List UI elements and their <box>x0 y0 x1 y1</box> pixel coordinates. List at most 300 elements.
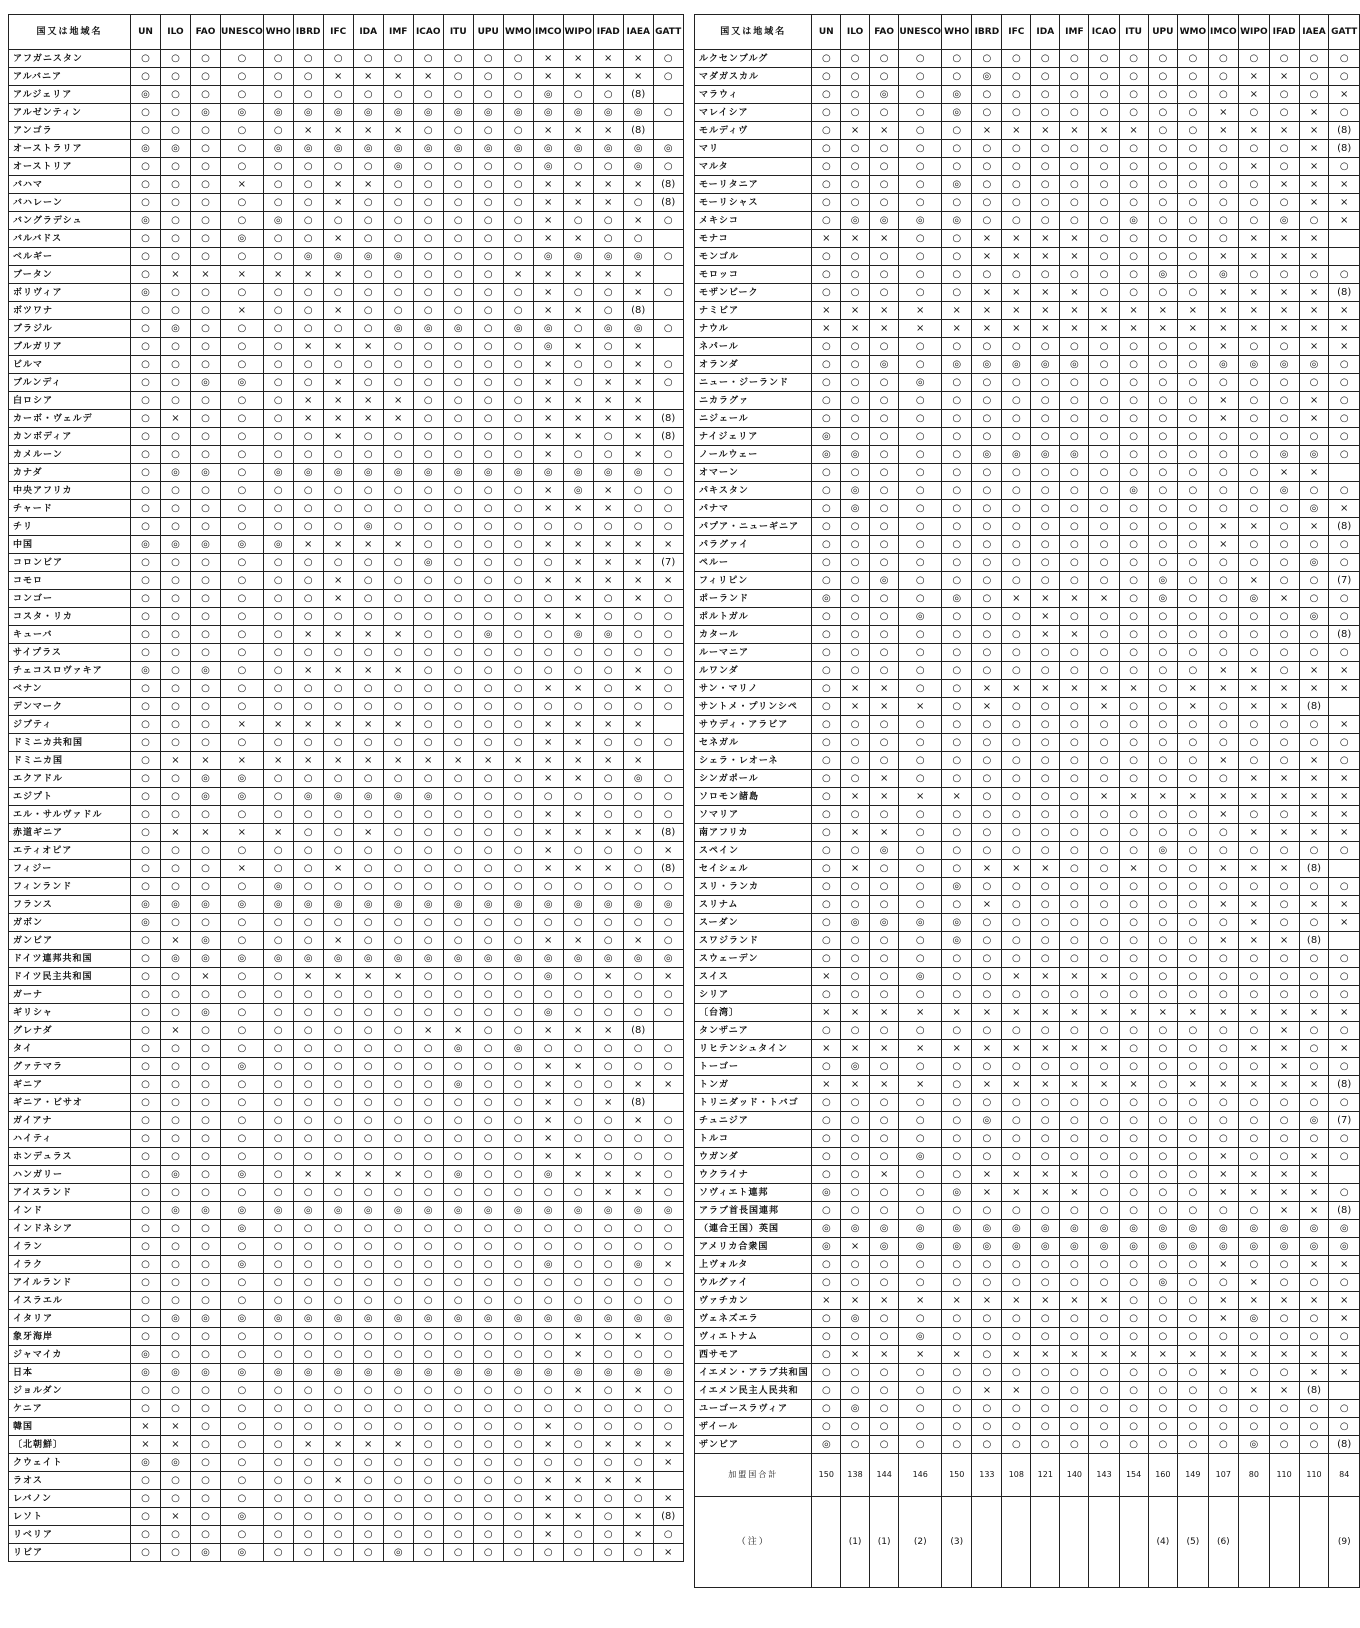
membership-mark: ○ <box>161 212 191 230</box>
membership-mark: ○ <box>1178 1418 1208 1436</box>
membership-mark: ○ <box>353 1544 383 1562</box>
membership-mark: ○ <box>191 914 221 932</box>
membership-mark: ○ <box>323 1256 353 1274</box>
membership-mark: ○ <box>503 338 533 356</box>
membership-mark: ○ <box>443 572 473 590</box>
table-row <box>9 1508 684 1526</box>
membership-mark: ○ <box>131 248 161 266</box>
table-row <box>695 734 1360 752</box>
membership-mark: ○ <box>1148 1148 1178 1166</box>
country-name: パラグァイ <box>695 536 812 554</box>
membership-mark: ◎ <box>191 536 221 554</box>
membership-mark: × <box>1208 284 1238 302</box>
membership-mark: × <box>293 1166 323 1184</box>
membership-mark: × <box>563 302 593 320</box>
country-name: 〔北朝鮮〕 <box>9 1436 131 1454</box>
membership-mark: ○ <box>1208 1436 1238 1454</box>
membership-mark: ◎ <box>221 896 264 914</box>
membership-mark: × <box>899 1040 942 1058</box>
membership-mark: ○ <box>1119 1058 1148 1076</box>
membership-mark: ○ <box>869 1130 898 1148</box>
membership-mark: ○ <box>1060 1022 1089 1040</box>
membership-mark: ○ <box>1089 878 1119 896</box>
membership-mark: × <box>563 1166 593 1184</box>
membership-mark: ○ <box>593 914 623 932</box>
membership-mark <box>653 230 683 248</box>
org-header-itu: ITU <box>443 15 473 50</box>
membership-mark: ○ <box>1178 266 1208 284</box>
membership-mark: ○ <box>1239 194 1270 212</box>
membership-mark: × <box>1002 1382 1031 1400</box>
country-name: シェラ・レオーネ <box>695 752 812 770</box>
membership-mark: ○ <box>353 194 383 212</box>
membership-mark: ◎ <box>263 1310 293 1328</box>
membership-mark: ○ <box>942 428 972 446</box>
membership-mark: ◎ <box>353 1364 383 1382</box>
org-header-icao: ICAO <box>413 15 443 50</box>
membership-mark: ○ <box>1178 410 1208 428</box>
membership-mark: ○ <box>899 1058 942 1076</box>
membership-mark: ○ <box>443 1238 473 1256</box>
membership-mark: ○ <box>1089 896 1119 914</box>
membership-mark: ○ <box>323 1076 353 1094</box>
membership-mark: ○ <box>593 356 623 374</box>
membership-mark: ○ <box>1178 1256 1208 1274</box>
membership-mark: ○ <box>383 878 413 896</box>
membership-mark: ○ <box>1119 1094 1148 1112</box>
membership-mark: ◎ <box>221 1310 264 1328</box>
membership-mark <box>653 302 683 320</box>
membership-mark: × <box>323 266 353 284</box>
membership-mark: ◎ <box>131 1364 161 1382</box>
membership-mark: ○ <box>563 1004 593 1022</box>
membership-mark: ◎ <box>131 212 161 230</box>
note-reference: (2) <box>899 1497 942 1588</box>
membership-mark: ○ <box>841 554 870 572</box>
membership-mark: ○ <box>1089 572 1119 590</box>
membership-mark: ○ <box>1178 1202 1208 1220</box>
membership-mark: ○ <box>161 1472 191 1490</box>
membership-mark: ○ <box>533 1400 563 1418</box>
org-header-wmo: WMO <box>503 15 533 50</box>
membership-mark: ○ <box>899 230 942 248</box>
membership-mark: ○ <box>1089 464 1119 482</box>
membership-mark: ○ <box>869 716 898 734</box>
membership-mark: × <box>1060 1292 1089 1310</box>
membership-mark: ○ <box>533 698 563 716</box>
membership-mark: ○ <box>1239 950 1270 968</box>
membership-mark: ○ <box>263 1004 293 1022</box>
membership-mark: ○ <box>131 1292 161 1310</box>
membership-mark: ○ <box>353 932 383 950</box>
country-name: 白ロシア <box>9 392 131 410</box>
membership-mark: ○ <box>161 248 191 266</box>
membership-mark: × <box>323 716 353 734</box>
membership-mark: ○ <box>293 320 323 338</box>
membership-mark: ○ <box>593 986 623 1004</box>
membership-mark: × <box>841 1292 870 1310</box>
membership-mark: ○ <box>503 284 533 302</box>
membership-mark: ○ <box>1060 1400 1089 1418</box>
membership-mark: ○ <box>1148 698 1178 716</box>
table-row <box>9 104 684 122</box>
member-count: 138 <box>841 1454 870 1497</box>
membership-mark: ◎ <box>383 248 413 266</box>
country-name: ナミビア <box>695 302 812 320</box>
membership-mark: (8) <box>623 122 653 140</box>
membership-mark: ◎ <box>191 788 221 806</box>
membership-mark: × <box>899 698 942 716</box>
membership-mark: × <box>623 212 653 230</box>
membership-mark: ○ <box>443 1526 473 1544</box>
membership-mark: × <box>1299 1148 1329 1166</box>
membership-mark: × <box>1329 1346 1360 1364</box>
membership-mark: ○ <box>1119 896 1148 914</box>
membership-mark: × <box>293 716 323 734</box>
membership-mark: ○ <box>1002 734 1031 752</box>
membership-mark: ○ <box>131 608 161 626</box>
membership-mark: ○ <box>191 248 221 266</box>
membership-mark: ○ <box>972 1202 1002 1220</box>
membership-mark: ◎ <box>1299 500 1329 518</box>
membership-mark: ○ <box>1002 50 1031 68</box>
membership-mark: ○ <box>383 212 413 230</box>
membership-mark: × <box>1299 752 1329 770</box>
membership-mark: × <box>1239 1292 1270 1310</box>
membership-mark: ○ <box>1002 374 1031 392</box>
membership-mark: ◎ <box>563 104 593 122</box>
membership-mark: ○ <box>1060 1310 1089 1328</box>
membership-mark: ○ <box>899 392 942 410</box>
membership-mark: × <box>1269 1022 1299 1040</box>
membership-mark: ○ <box>473 1382 503 1400</box>
membership-mark: ○ <box>899 644 942 662</box>
membership-mark: ○ <box>812 1310 841 1328</box>
membership-mark: ○ <box>221 1418 264 1436</box>
membership-mark: ○ <box>191 1490 221 1508</box>
membership-mark: × <box>593 266 623 284</box>
membership-mark: ○ <box>1089 50 1119 68</box>
table-row <box>9 86 684 104</box>
membership-mark: ◎ <box>131 662 161 680</box>
membership-mark: ○ <box>563 86 593 104</box>
table-row <box>9 608 684 626</box>
membership-mark: ○ <box>473 374 503 392</box>
membership-mark: ○ <box>443 86 473 104</box>
membership-mark: × <box>533 1022 563 1040</box>
membership-mark: ○ <box>623 734 653 752</box>
membership-mark: ○ <box>942 662 972 680</box>
membership-mark: ○ <box>221 1346 264 1364</box>
membership-mark: ○ <box>1060 176 1089 194</box>
membership-mark: ○ <box>1269 140 1299 158</box>
membership-mark: ○ <box>593 662 623 680</box>
membership-mark: ○ <box>443 1436 473 1454</box>
membership-mark: ○ <box>413 680 443 698</box>
membership-mark: ○ <box>191 482 221 500</box>
table-row <box>695 698 1360 716</box>
membership-mark: ◎ <box>653 1364 683 1382</box>
membership-mark: ○ <box>1178 1040 1208 1058</box>
membership-mark: ○ <box>1002 1148 1031 1166</box>
membership-mark: ◎ <box>221 1544 264 1562</box>
membership-mark: ○ <box>1329 410 1360 428</box>
membership-mark: ◎ <box>353 788 383 806</box>
membership-mark: (8) <box>653 194 683 212</box>
membership-mark: ◎ <box>972 1238 1002 1256</box>
membership-mark <box>653 1022 683 1040</box>
membership-mark: ◎ <box>841 914 870 932</box>
membership-mark: ○ <box>1060 752 1089 770</box>
membership-mark: ○ <box>899 662 942 680</box>
table-row <box>9 1436 684 1454</box>
membership-mark: ○ <box>1119 50 1148 68</box>
membership-mark: ○ <box>593 1004 623 1022</box>
membership-mark: × <box>869 320 898 338</box>
membership-mark: × <box>1031 680 1060 698</box>
table-row <box>9 1346 684 1364</box>
membership-mark: ○ <box>899 86 942 104</box>
membership-mark: ○ <box>221 1184 264 1202</box>
membership-mark: ○ <box>593 1400 623 1418</box>
membership-mark: ○ <box>161 662 191 680</box>
membership-mark: × <box>1089 590 1119 608</box>
membership-mark: × <box>942 1346 972 1364</box>
membership-mark: × <box>293 626 323 644</box>
country-name: ウルグァイ <box>695 1274 812 1292</box>
membership-mark: ○ <box>623 482 653 500</box>
membership-mark: ○ <box>1208 716 1238 734</box>
country-name: ジブティ <box>9 716 131 734</box>
membership-mark: ○ <box>131 1274 161 1292</box>
membership-mark: ◎ <box>473 104 503 122</box>
membership-mark: ○ <box>1031 770 1060 788</box>
membership-mark: ○ <box>131 932 161 950</box>
membership-mark: ○ <box>473 302 503 320</box>
membership-mark: ○ <box>191 716 221 734</box>
membership-mark: ○ <box>1208 554 1238 572</box>
membership-mark: × <box>323 392 353 410</box>
membership-mark: ○ <box>131 392 161 410</box>
membership-mark: ○ <box>1089 1202 1119 1220</box>
country-name: オーストラリア <box>9 140 131 158</box>
membership-mark: ○ <box>1329 104 1360 122</box>
membership-mark: ○ <box>443 806 473 824</box>
membership-mark: ○ <box>1148 806 1178 824</box>
membership-mark: ○ <box>503 1004 533 1022</box>
membership-mark: ○ <box>869 1418 898 1436</box>
membership-mark: ○ <box>443 536 473 554</box>
membership-mark: ○ <box>443 518 473 536</box>
country-name: セイシェル <box>695 860 812 878</box>
membership-mark: ○ <box>221 608 264 626</box>
membership-mark: ○ <box>221 158 264 176</box>
membership-mark: × <box>533 734 563 752</box>
membership-mark: × <box>1060 230 1089 248</box>
membership-mark: ◎ <box>161 1166 191 1184</box>
membership-mark: × <box>869 680 898 698</box>
country-name: 中国 <box>9 536 131 554</box>
membership-mark: ○ <box>812 266 841 284</box>
membership-mark: ○ <box>473 122 503 140</box>
membership-mark: ◎ <box>533 1364 563 1382</box>
country-name: コンゴー <box>9 590 131 608</box>
membership-mark: ○ <box>353 1130 383 1148</box>
membership-mark: ○ <box>1031 1022 1060 1040</box>
membership-mark: × <box>1002 302 1031 320</box>
membership-mark: ○ <box>1031 1130 1060 1148</box>
membership-mark: ◎ <box>1119 212 1148 230</box>
membership-mark: × <box>323 968 353 986</box>
membership-mark: ○ <box>1239 1130 1270 1148</box>
membership-mark: ○ <box>443 590 473 608</box>
membership-mark: ◎ <box>503 104 533 122</box>
membership-mark: ○ <box>323 158 353 176</box>
membership-mark: ○ <box>131 1112 161 1130</box>
membership-mark: ○ <box>1178 914 1208 932</box>
membership-mark: ○ <box>869 608 898 626</box>
membership-mark: ○ <box>1178 1022 1208 1040</box>
membership-mark: ○ <box>812 482 841 500</box>
membership-mark: ○ <box>1148 608 1178 626</box>
membership-mark: ○ <box>1269 158 1299 176</box>
membership-mark: × <box>1269 320 1299 338</box>
country-name: インドネシア <box>9 1220 131 1238</box>
membership-mark: ◎ <box>131 1346 161 1364</box>
country-name: ニカラグァ <box>695 392 812 410</box>
membership-mark: ○ <box>443 1112 473 1130</box>
membership-mark: ◎ <box>1148 590 1178 608</box>
membership-mark: ◎ <box>942 86 972 104</box>
membership-mark: ◎ <box>221 1364 264 1382</box>
membership-mark: ○ <box>323 1400 353 1418</box>
note-reference: (4) <box>1148 1497 1178 1588</box>
membership-mark: ○ <box>942 410 972 428</box>
membership-mark: × <box>1269 1058 1299 1076</box>
membership-mark: ◎ <box>533 1004 563 1022</box>
membership-mark: × <box>593 50 623 68</box>
membership-mark: ◎ <box>563 896 593 914</box>
membership-mark: ○ <box>1299 590 1329 608</box>
membership-mark: ○ <box>383 374 413 392</box>
membership-mark: ○ <box>1329 878 1360 896</box>
membership-mark: ○ <box>161 356 191 374</box>
membership-mark: ○ <box>899 518 942 536</box>
membership-mark: ○ <box>942 248 972 266</box>
membership-mark: ○ <box>1031 194 1060 212</box>
membership-mark: ○ <box>972 752 1002 770</box>
membership-mark: ○ <box>131 1328 161 1346</box>
membership-mark: ○ <box>443 1328 473 1346</box>
membership-mark: ○ <box>563 698 593 716</box>
membership-mark: ○ <box>972 374 1002 392</box>
membership-mark: (8) <box>1329 518 1360 536</box>
membership-mark: ○ <box>812 338 841 356</box>
table-row <box>9 1256 684 1274</box>
membership-mark: ○ <box>1239 1328 1270 1346</box>
membership-mark: ○ <box>221 86 264 104</box>
membership-mark: ○ <box>263 572 293 590</box>
membership-mark: ○ <box>191 1148 221 1166</box>
membership-mark: ○ <box>503 1166 533 1184</box>
membership-mark: × <box>221 266 264 284</box>
membership-mark: ○ <box>293 824 323 842</box>
membership-mark: ○ <box>1002 824 1031 842</box>
membership-mark: ○ <box>131 374 161 392</box>
membership-mark: ○ <box>593 446 623 464</box>
membership-mark: × <box>563 1508 593 1526</box>
membership-mark: ◎ <box>323 1310 353 1328</box>
membership-mark: × <box>869 230 898 248</box>
membership-mark: ○ <box>899 1418 942 1436</box>
membership-mark: ○ <box>353 1328 383 1346</box>
membership-mark: ○ <box>899 572 942 590</box>
membership-mark: × <box>1329 896 1360 914</box>
membership-mark: ○ <box>383 590 413 608</box>
membership-mark: ○ <box>1119 194 1148 212</box>
membership-mark: ○ <box>1031 734 1060 752</box>
membership-mark: × <box>972 248 1002 266</box>
table-row <box>695 1346 1360 1364</box>
country-name: リヒテンシュタイン <box>695 1040 812 1058</box>
membership-mark: ○ <box>1119 86 1148 104</box>
membership-mark: × <box>1239 230 1270 248</box>
membership-mark: ○ <box>1089 338 1119 356</box>
membership-mark: ◎ <box>263 464 293 482</box>
table-row <box>695 500 1360 518</box>
membership-mark: ○ <box>1031 896 1060 914</box>
membership-mark: ◎ <box>473 1310 503 1328</box>
membership-mark: ○ <box>1031 1202 1060 1220</box>
membership-mark: × <box>293 410 323 428</box>
membership-mark: ○ <box>1178 338 1208 356</box>
membership-mark: ○ <box>1119 1436 1148 1454</box>
note-reference <box>972 1497 1002 1588</box>
membership-mark: ○ <box>1178 374 1208 392</box>
membership-mark: ○ <box>353 1256 383 1274</box>
membership-mark: × <box>593 968 623 986</box>
table-row <box>9 680 684 698</box>
membership-mark: ○ <box>263 1544 293 1562</box>
membership-mark: × <box>1269 932 1299 950</box>
membership-mark: × <box>623 1472 653 1490</box>
membership-mark: × <box>563 554 593 572</box>
membership-mark: ◎ <box>131 284 161 302</box>
membership-mark: ○ <box>1239 536 1270 554</box>
membership-mark: ○ <box>503 608 533 626</box>
membership-mark: × <box>1239 770 1270 788</box>
membership-mark: × <box>353 716 383 734</box>
membership-mark: ○ <box>563 1436 593 1454</box>
membership-mark: ○ <box>1148 896 1178 914</box>
table-row <box>695 212 1360 230</box>
table-row <box>695 1220 1360 1238</box>
membership-mark: ○ <box>1148 1112 1178 1130</box>
membership-mark: ◎ <box>191 1004 221 1022</box>
membership-mark: × <box>1208 680 1238 698</box>
membership-mark: × <box>1269 230 1299 248</box>
membership-mark: ○ <box>812 950 841 968</box>
membership-mark: × <box>1002 590 1031 608</box>
membership-mark: ○ <box>1002 1310 1031 1328</box>
membership-mark: × <box>1299 662 1329 680</box>
membership-mark: × <box>899 1004 942 1022</box>
membership-mark: ○ <box>383 356 413 374</box>
membership-mark: × <box>1060 122 1089 140</box>
membership-mark: ○ <box>473 1490 503 1508</box>
membership-mark: ○ <box>812 716 841 734</box>
membership-mark: × <box>1208 1166 1238 1184</box>
